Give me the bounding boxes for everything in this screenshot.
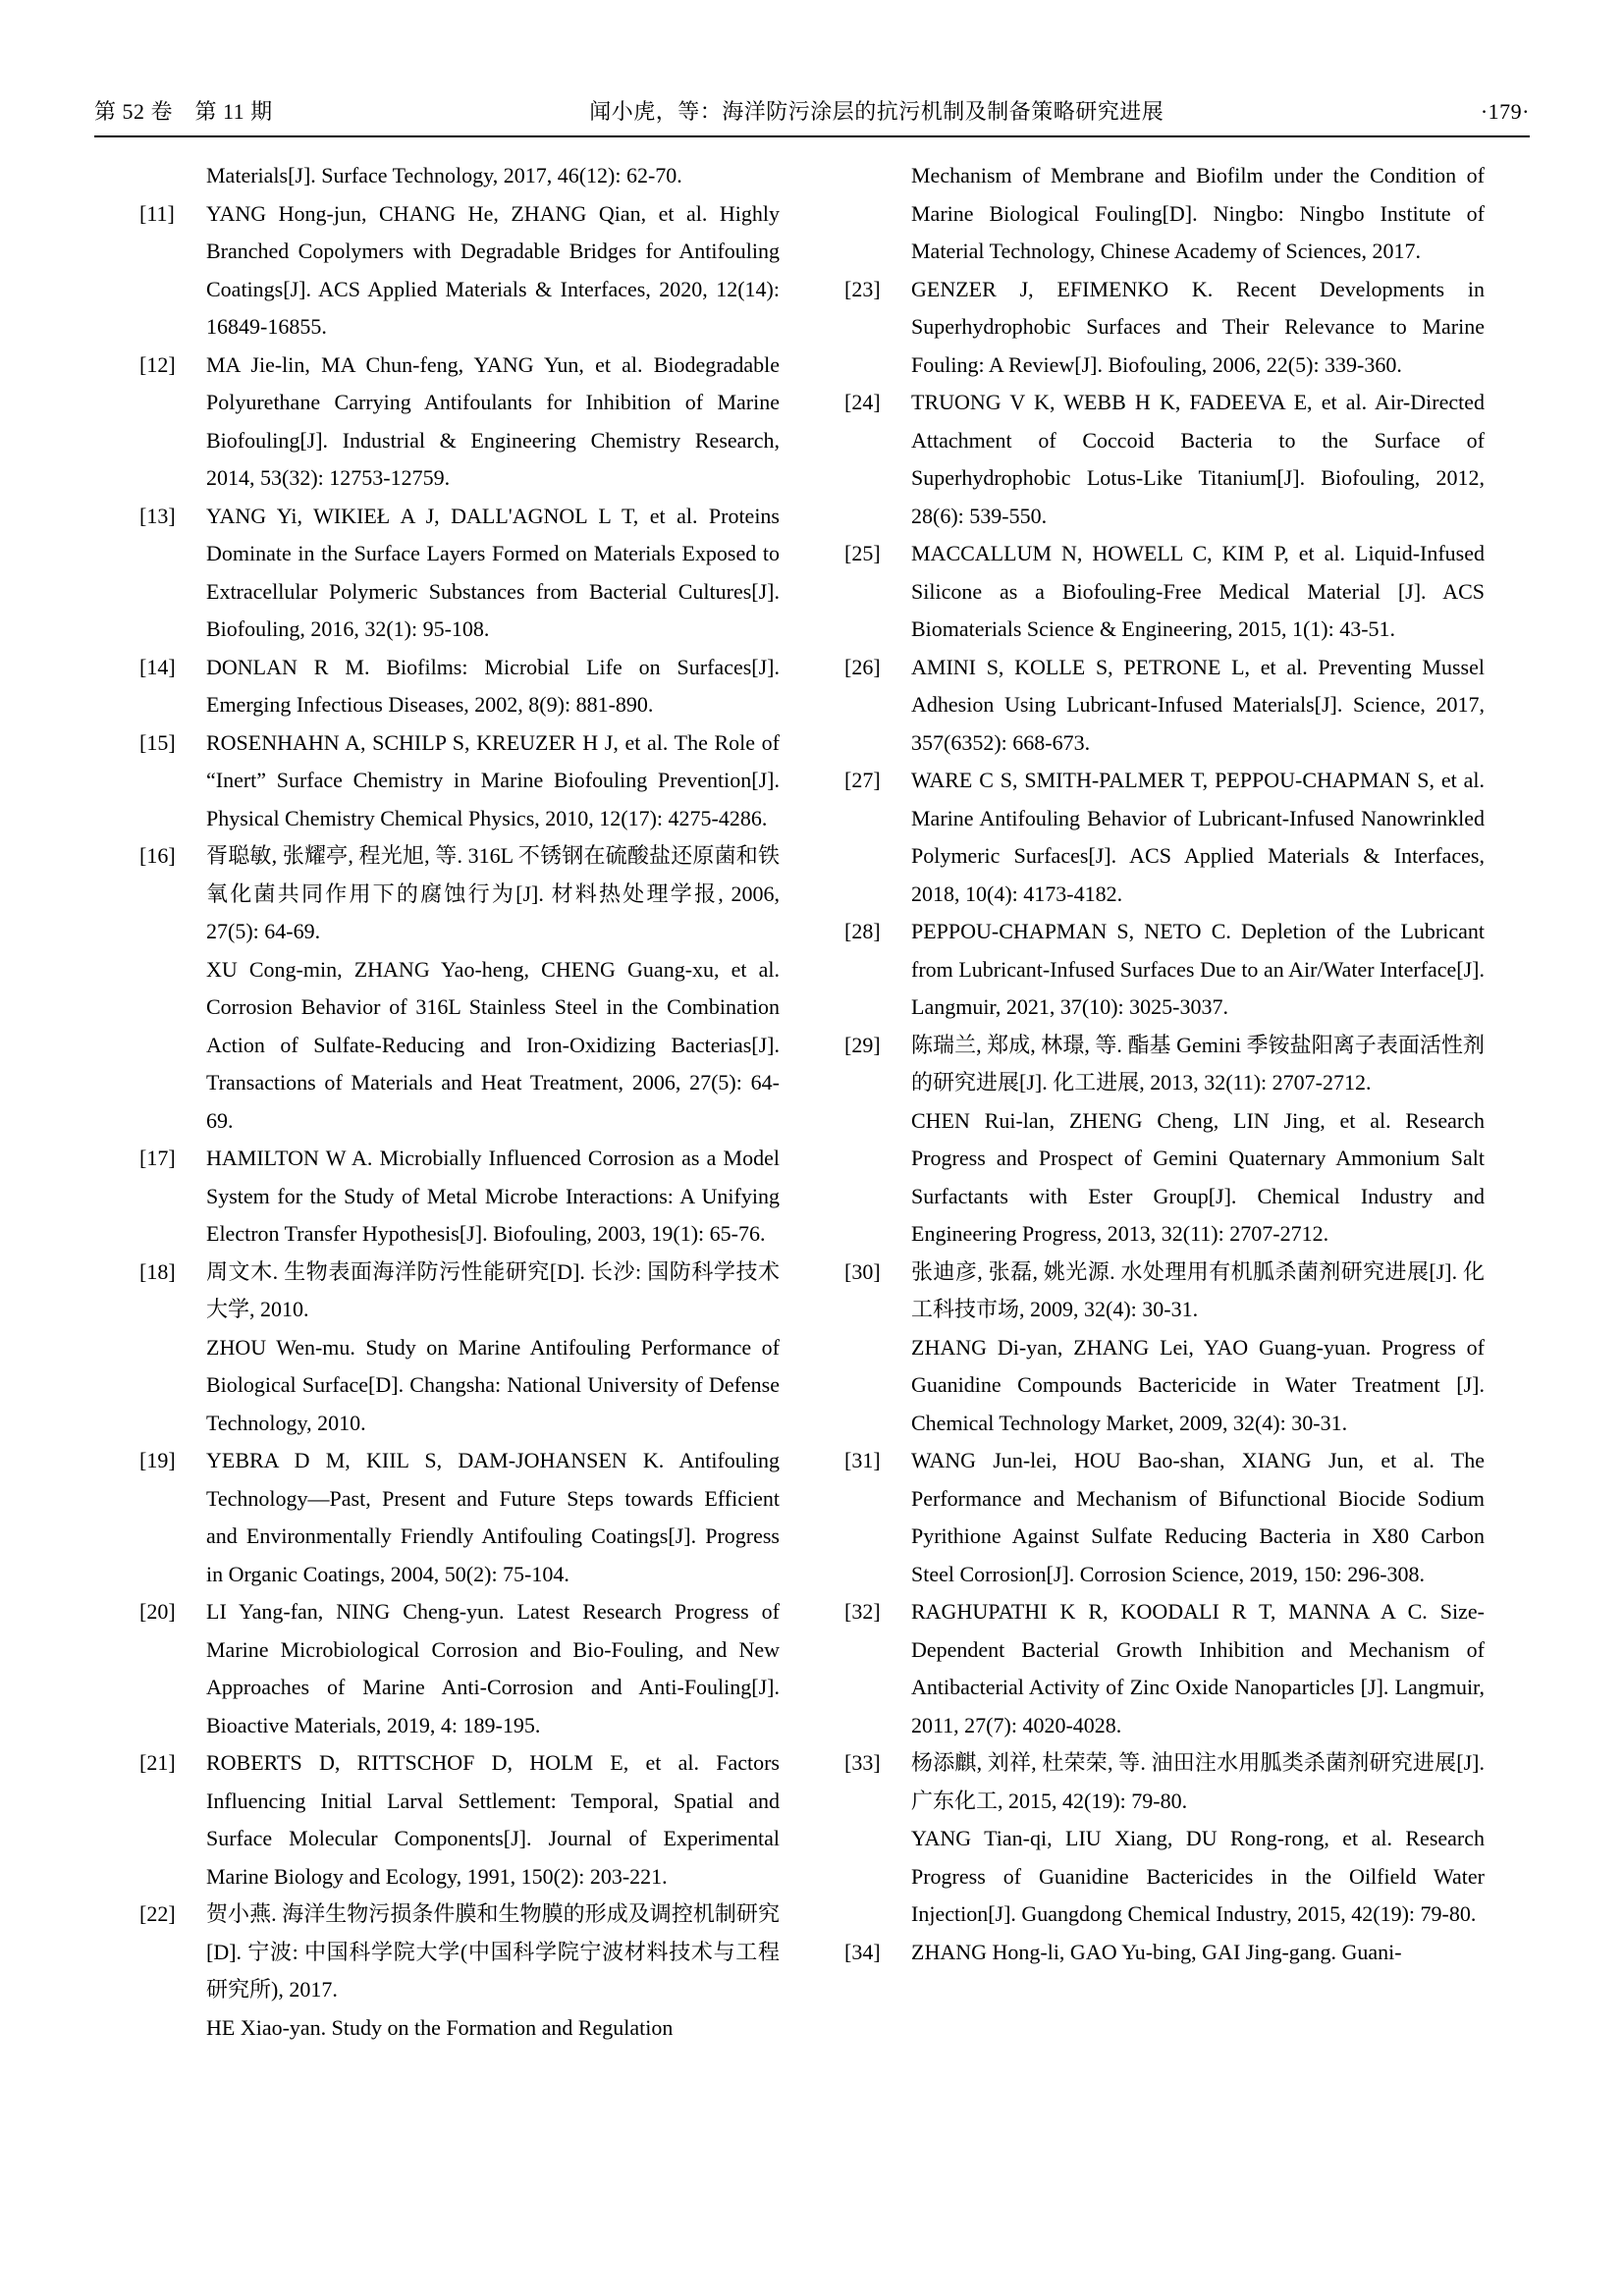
reference-entry: [139, 2009, 780, 2048]
ref-text: 胥聪敏, 张耀亭, 程光旭, 等. 316L 不锈钢在硫酸盐还原菌和铁氧化菌共同作用下的腐蚀行为[J]. 材料热处理学报, 2006, 27(5): 64-69.: [206, 843, 780, 943]
references-section: [139, 157, 1485, 2047]
ref-number-label: [844, 157, 911, 271]
reference-entry: [844, 384, 1485, 535]
reference-entry: [139, 1442, 780, 1593]
reference-entry: [844, 1934, 1485, 1972]
reference-entry: [139, 195, 780, 347]
reference-entry: [139, 498, 780, 649]
reference-entry: [844, 271, 1485, 385]
ref-text: YANG Tian-qi, LIU Xiang, DU Rong-rong, et al. Research Progress of Guanidine Bactericides in the Oilfield Water Injection[J]. Guangdong Chemical Industry, 2015, 42(19): 79-80.: [911, 1826, 1485, 1926]
ref-text: 陈瑞兰, 郑成, 林璟, 等. 酯基 Gemini 季铵盐阳离子表面活性剂的研究进展[J]. 化工进展, 2013, 32(11): 2707-2712.: [911, 1032, 1485, 1095]
ref-number-label: [139, 951, 206, 1141]
ref-number-label: [844, 1102, 911, 1254]
ref-text: YANG Yi, WIKIEŁ A J, DALL'AGNOL L T, et al. Proteins Dominate in the Surface Layers Formed on Materials Exposed to Extracellular Polymeric Substances from Bacterial Cultures[J]. Biofouling, 2016, 32(1): 95-108.: [206, 503, 780, 641]
ref-number-label: [28]: [844, 919, 881, 943]
ref-number-label: [18]: [139, 1258, 176, 1284]
ref-number-label: [33]: [844, 1750, 881, 1775]
ref-text: ZHOU Wen-mu. Study on Marine Antifouling Performance of Biological Surface[D]. Changsha: National University of Defense Technology, 2010.: [206, 1334, 780, 1435]
ref-text: Mechanism of Membrane and Biofilm under the Condition of Marine Biological Fouling[D]. Ningbo: Ningbo Institute of Material Technology, Chinese Academy of Sciences, 2017.: [911, 163, 1485, 263]
reference-entry: [844, 535, 1485, 649]
ref-number-label: [844, 1820, 911, 1934]
reference-entry: [139, 1329, 780, 1443]
reference-entry: [844, 1329, 1485, 1443]
ref-number-label: [21]: [139, 1750, 176, 1775]
ref-text: 张迪彦, 张磊, 姚光源. 水处理用有机胍杀菌剂研究进展[J]. 化工科技市场, 2009, 32(4): 30-31.: [911, 1258, 1485, 1321]
reference-entry: [139, 347, 780, 498]
ref-number-label: [16]: [139, 843, 176, 868]
reference-entry: [844, 157, 1485, 271]
ref-number-label: [31]: [844, 1448, 881, 1472]
ref-number-label: [13]: [139, 503, 176, 528]
ref-number-label: [22]: [139, 1901, 176, 1926]
reference-entry: [139, 157, 780, 195]
page-header: [94, 95, 1530, 126]
ref-text: XU Cong-min, ZHANG Yao-heng, CHENG Guang-xu, et al. Corrosion Behavior of 316L Stainless Steel in the Combination Action of Sulfate-Reducing and Iron-Oxidizing Bacterias[J]. Transactions of Materials and Heat Treatment, 2006, 27(5): 64-69.: [206, 956, 780, 1133]
ref-text: Materials[J]. Surface Technology, 2017, 46(12): 62-70.: [206, 163, 682, 187]
ref-text: ROSENHAHN A, SCHILP S, KREUZER H J, et al. The Role of “Inert” Surface Chemistry in Marine Biofouling Prevention[J]. Physical Chemistry Chemical Physics, 2010, 12(17): 4275-4286.: [206, 729, 780, 830]
running-title: 闻小虎，等：海洋防污涂层的抗污机制及制备策略研究进展: [589, 99, 1164, 124]
reference-entry: [844, 649, 1485, 763]
left-column: [139, 157, 780, 2047]
ref-number-label: [17]: [139, 1146, 176, 1170]
ref-text: ZHANG Hong-li, GAO Yu-bing, GAI Jing-gang. Guani-: [911, 1939, 1402, 1964]
ref-text: PEPPOU-CHAPMAN S, NETO C. Depletion of the Lubricant from Lubricant-Infused Surfaces Due to an Air/Water Interface[J]. Langmuir, 2021, 37(10): 3025-3037.: [911, 919, 1485, 1019]
ref-text: ZHANG Di-yan, ZHANG Lei, YAO Guang-yuan. Progress of Guanidine Compounds Bactericide in Water Treatment [J]. Chemical Technology Market, 2009, 32(4): 30-31.: [911, 1334, 1485, 1435]
ref-number-label: [29]: [844, 1032, 881, 1057]
ref-text: HE Xiao-yan. Study on the Formation and Regulation: [206, 2014, 674, 2040]
reference-entry: [844, 1027, 1485, 1102]
reference-entry: [844, 1254, 1485, 1329]
ref-number-label: [24]: [844, 390, 881, 414]
reference-entry: [139, 951, 780, 1141]
ref-number-label: [30]: [844, 1258, 881, 1284]
ref-text: DONLAN R M. Biofilms: Microbial Life on Surfaces[J]. Emerging Infectious Diseases, 2002, 8(9): 881-890.: [206, 654, 780, 717]
reference-entry: [139, 1254, 780, 1329]
reference-entry: [844, 762, 1485, 913]
ref-number-label: [26]: [844, 654, 881, 679]
ref-text: 贺小燕. 海洋生物污损条件膜和生物膜的形成及调控机制研究[D]. 宁波: 中国科学院大学(中国科学院宁波材料技术与工程研究所), 2017.: [206, 1901, 780, 2002]
reference-entry: [844, 1820, 1485, 1934]
reference-entry: [139, 649, 780, 724]
reference-entry: [139, 1140, 780, 1254]
ref-text: RAGHUPATHI K R, KOODALI R T, MANNA A C. Size-Dependent Bacterial Growth Inhibition and Mechanism of Antibacterial Activity of Zinc Oxide Nanoparticles [J]. Langmuir, 2011, 27(7): 4020-4028.: [911, 1599, 1485, 1737]
ref-text: 杨添麒, 刘祥, 杜荣荣, 等. 油田注水用胍类杀菌剂研究进展[J]. 广东化工, 2015, 42(19): 79-80.: [911, 1750, 1485, 1813]
ref-number-label: [139, 157, 206, 195]
ref-number-label: [32]: [844, 1599, 881, 1624]
ref-text: CHEN Rui-lan, ZHENG Cheng, LIN Jing, et al. Research Progress and Prospect of Gemini Quaternary Ammonium Salt Surfactants with Ester Group[J]. Chemical Industry and Engineering Progress, 2013, 32(11): 2707-2712.: [911, 1107, 1485, 1246]
ref-number-label: [25]: [844, 541, 881, 565]
ref-text: MACCALLUM N, HOWELL C, KIM P, et al. Liquid-Infused Silicone as a Biofouling-Free Medical Material [J]. ACS Biomaterials Science & Engineering, 2015, 1(1): 43-51.: [911, 541, 1485, 641]
ref-text: MA Jie-lin, MA Chun-feng, YANG Yun, et al. Biodegradable Polyurethane Carrying Antifoulants for Inhibition of Marine Biofouling[J]. Industrial & Engineering Chemistry Research, 2014, 53(32): 12753-12759.: [206, 351, 780, 490]
ref-text: LI Yang-fan, NING Cheng-yun. Latest Research Progress of Marine Microbiological Corrosion and Bio-Fouling, and New Approaches of Marine Anti-Corrosion and Anti-Fouling[J]. Bioactive Materials, 2019, 4: 189-195.: [206, 1599, 780, 1737]
reference-entry: [844, 1102, 1485, 1254]
ref-text: YEBRA D M, KIIL S, DAM-JOHANSEN K. Antifouling Technology—Past, Present and Future Steps towards Efficient and Environmentally Friendly Antifouling Coatings[J]. Progress in Organic Coatings, 2004, 50(2): 75-104.: [206, 1448, 780, 1586]
ref-text: YANG Hong-jun, CHANG He, ZHANG Qian, et al. Highly Branched Copolymers with Degradable Bridges for Antifouling Coatings[J]. ACS Applied Materials & Interfaces, 2020, 12(14): 16849-16855.: [206, 200, 780, 339]
ref-number-label: [20]: [139, 1599, 176, 1624]
reference-entry: [844, 1744, 1485, 1820]
right-column: [844, 157, 1485, 2047]
page-number: ·179·: [1480, 99, 1530, 124]
reference-entry: [139, 1593, 780, 1744]
ref-text: GENZER J, EFIMENKO K. Recent Developments in Superhydrophobic Surfaces and Their Relevance to Marine Fouling: A Review[J]. Biofouling, 2006, 22(5): 339-360.: [911, 276, 1485, 377]
ref-text: WARE C S, SMITH-PALMER T, PEPPOU-CHAPMAN S, et al. Marine Antifouling Behavior of Lubricant-Infused Nanowrinkled Polymeric Surfaces[J]. ACS Applied Materials & Interfaces, 2018, 10(4): 4173-4182.: [911, 768, 1485, 906]
ref-number-label: [14]: [139, 654, 176, 679]
ref-number-label: [139, 2009, 206, 2048]
header-divider: [94, 135, 1530, 137]
ref-text: HAMILTON W A. Microbially Influenced Corrosion as a Model System for the Study of Metal Microbe Interactions: A Unifying Electron Transfer Hypothesis[J]. Biofouling, 2003, 19(1): 65-76.: [206, 1146, 780, 1246]
ref-number-label: [12]: [139, 351, 176, 377]
ref-number-label: [844, 1329, 911, 1443]
reference-entry: [844, 1442, 1485, 1593]
reference-entry: [139, 1744, 780, 1896]
reference-entry: [139, 724, 780, 838]
reference-entry: [139, 837, 780, 951]
ref-number-label: [27]: [844, 768, 881, 792]
ref-text: 周文木. 生物表面海洋防污性能研究[D]. 长沙: 国防科学技术大学, 2010.: [206, 1258, 780, 1321]
reference-entry: [844, 1593, 1485, 1744]
ref-text: AMINI S, KOLLE S, PETRONE L, et al. Preventing Mussel Adhesion Using Lubricant-Infused Materials[J]. Science, 2017, 357(6352): 668-673.: [911, 654, 1485, 755]
ref-number-label: [11]: [139, 200, 175, 226]
ref-text: TRUONG V K, WEBB H K, FADEEVA E, et al. Air-Directed Attachment of Coccoid Bacteria to the Surface of Superhydrophobic Lotus-Like Titanium[J]. Biofouling, 2012, 28(6): 539-550.: [911, 390, 1485, 528]
ref-number-label: [19]: [139, 1448, 176, 1472]
ref-number-label: [23]: [844, 276, 881, 301]
ref-text: ROBERTS D, RITTSCHOF D, HOLM E, et al. Factors Influencing Initial Larval Settlement: Temporal, Spatial and Surface Molecular Components[J]. Journal of Experimental Marine Biology and Ecology, 1991, 150(2): 203-221.: [206, 1750, 780, 1889]
reference-entry: [139, 1896, 780, 2009]
ref-number-label: [139, 1329, 206, 1443]
reference-entry: [844, 913, 1485, 1027]
ref-text: WANG Jun-lei, HOU Bao-shan, XIANG Jun, et al. The Performance and Mechanism of Bifunctional Biocide Sodium Pyrithione Against Sulfate Reducing Bacteria in X80 Carbon Steel Corrosion[J]. Corrosion Science, 2019, 150: 296-308.: [911, 1448, 1485, 1586]
volume-issue-label: 第 52 卷 第 11 期: [94, 99, 273, 124]
ref-number-label: [15]: [139, 729, 176, 755]
ref-number-label: [34]: [844, 1939, 881, 1964]
